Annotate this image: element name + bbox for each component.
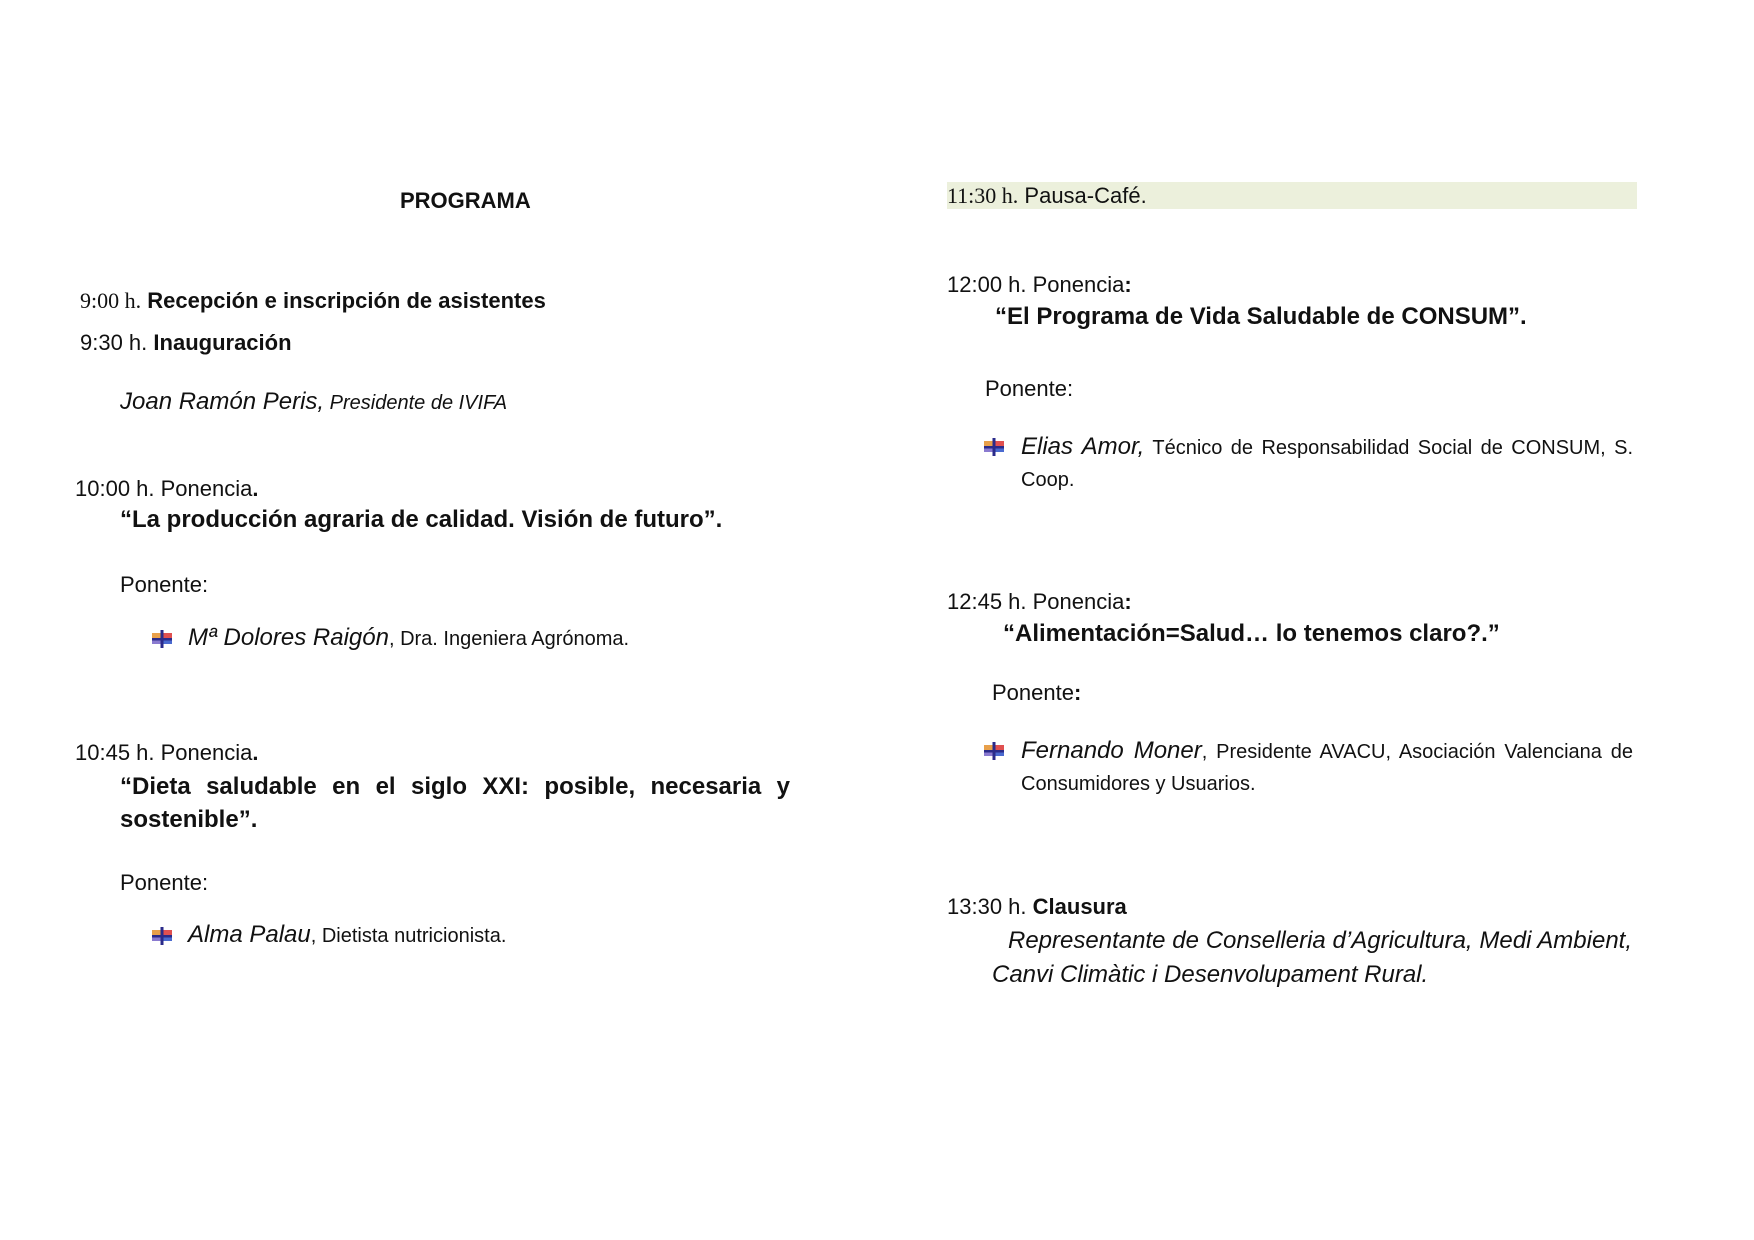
talk4-ponente-label: Ponente: [992, 680, 1074, 705]
opening-row: [80, 330, 292, 356]
closing-row: [947, 894, 1127, 920]
pin-bullet-icon: [984, 742, 1004, 760]
reception-time: 9:00 h.: [80, 288, 142, 313]
page-title: PROGRAMA: [400, 188, 531, 213]
talk2-title: “Dieta saludable en el siglo XXI: posible, necesaria y sostenible”.: [120, 773, 790, 833]
talk2-time-row: 10:45 h. Ponencia.: [75, 740, 259, 765]
closing-label: Clausura: [1032, 894, 1127, 919]
talk1-speaker: [188, 624, 629, 652]
reception-row: [80, 288, 546, 314]
talk4-time-row: 12:45 h. Ponencia:: [947, 589, 1132, 614]
pin-bullet-icon: [152, 927, 172, 945]
talk1-ponente-label: Ponente:: [120, 572, 209, 597]
talk1-title: “La producción agraria de calidad. Visión de futuro”.: [120, 506, 723, 533]
reception-label: Recepción e inscripción de asistentes: [147, 288, 546, 313]
talk2-speaker-role: , Dietista nutricionista.: [310, 925, 507, 947]
talk3-speaker-name: Elias Amor,: [1021, 433, 1145, 460]
talk3-ponente-label: Ponente:: [985, 376, 1074, 401]
coffee-break-label: Pausa-Café.: [1018, 183, 1147, 208]
talk2-speaker: [188, 921, 506, 949]
pin-bullet-icon: [152, 630, 172, 648]
talk3-speaker: [1021, 432, 1633, 497]
talk3-speaker-role: Técnico de Responsabilidad Social de CONSUM, S. Coop.: [1021, 437, 1633, 491]
opening-speaker-role: Presidente de IVIFA: [324, 392, 508, 414]
talk3-time-row: 12:00 h. Ponencia:: [947, 272, 1132, 297]
talk4-time: 12:45 h. Ponencia: [947, 589, 1125, 614]
talk4-speaker-role: , Presidente AVACU, Asociación Valenciana de Consumidores y Usuarios.: [1021, 741, 1633, 795]
pin-bullet-icon: [984, 438, 1004, 456]
opening-time: 9:30 h.: [80, 330, 148, 355]
closing-text: Representante de Conselleria d’Agricultura, Medi Ambient, Canvi Climàtic i Desenvolupament Rural.: [992, 927, 1632, 988]
talk1-time: 10:00 h. Ponencia: [75, 476, 253, 501]
opening-speaker: [120, 388, 507, 416]
talk1-speaker-role: , Dra. Ingeniera Agrónoma.: [388, 628, 630, 650]
talk2-speaker-name: Alma Palau: [188, 921, 311, 948]
talk4-ponente-row: Ponente:: [992, 680, 1082, 705]
talk2-ponente-label: Ponente:: [120, 870, 209, 895]
talk2-time: 10:45 h. Ponencia: [75, 740, 253, 765]
talk4-speaker-name: Fernando Moner: [1021, 737, 1202, 764]
talk1-time-row: 10:00 h. Ponencia.: [75, 476, 259, 501]
talk3-time: 12:00 h. Ponencia: [947, 272, 1125, 297]
talk1-speaker-name: Mª Dolores Raigón: [188, 624, 389, 651]
talk4-title: “Alimentación=Salud… lo tenemos claro?.”: [1003, 620, 1500, 647]
closing-time: 13:30 h.: [947, 894, 1027, 919]
coffee-break-time: 11:30 h.: [947, 183, 1019, 208]
talk3-title: “El Programa de Vida Saludable de CONSUM”.: [995, 303, 1527, 330]
opening-label: Inauguración: [153, 330, 292, 355]
coffee-break-row: [947, 183, 1147, 209]
talk4-speaker: [1021, 736, 1633, 801]
opening-speaker-name: Joan Ramón Peris,: [120, 388, 325, 415]
